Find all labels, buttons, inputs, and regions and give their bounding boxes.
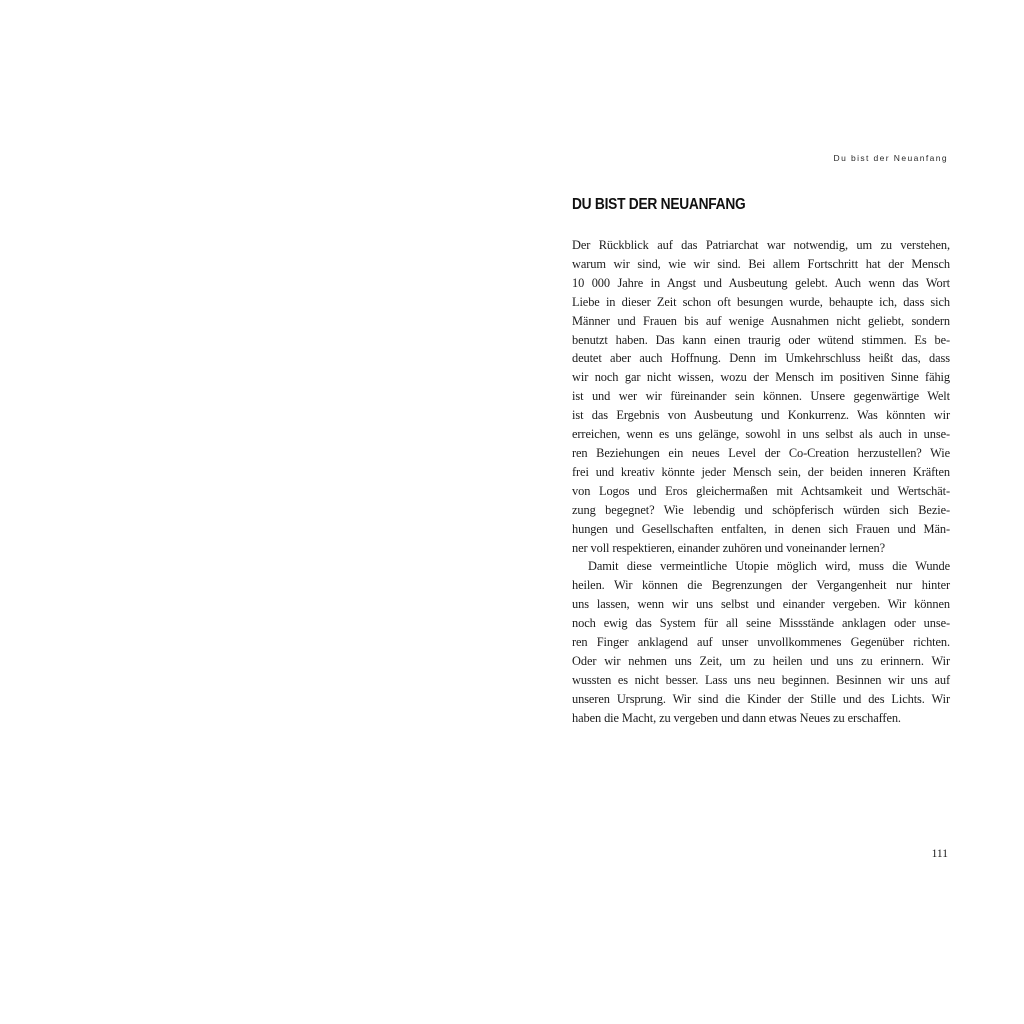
- body-text: [572, 236, 950, 728]
- text-line: Damit diese vermeintliche Utopie möglich wird, muss die Wunde: [588, 559, 950, 574]
- text-line: unseren Ursprung. Wir sind die Kinder der Stille und des Lichts. Wir: [572, 691, 950, 706]
- text-line: ist das Ergebnis von Ausbeutung und Konkurrenz. Was könnten wir: [572, 408, 950, 423]
- text-line: ner voll respektieren, einander zuhören und voneinander lernen?: [572, 540, 885, 555]
- text-line: Männer und Frauen bis auf wenige Ausnahmen nicht geliebt, sondern: [572, 313, 950, 328]
- text-line: frei und kreativ könnte jeder Mensch sein, der beiden inneren Kräften: [572, 464, 950, 479]
- text-line: ren Finger anklagend auf unser unvollkommenes Gegenüber richten.: [572, 635, 950, 650]
- text-line: 10 000 Jahre in Angst und Ausbeutung gelebt. Auch wenn das Wort: [572, 275, 950, 290]
- text-line: wir noch gar nicht wissen, wozu der Mensch im positiven Sinne fähig: [572, 370, 950, 385]
- text-line: haben die Macht, zu vergeben und dann etwas Neues zu erschaffen.: [572, 710, 901, 725]
- paragraph-1: [572, 236, 950, 557]
- text-line: wussten es nicht besser. Lass uns neu beginnen. Besinnen wir uns auf: [572, 672, 950, 687]
- text-line: heilen. Wir können die Begrenzungen der Vergangenheit nur hinter: [572, 578, 950, 593]
- text-line: ren Beziehungen ein neues Level der Co-Creation herzustellen? Wie: [572, 445, 950, 460]
- paragraph-2: [572, 557, 950, 727]
- text-line: ist und wer wir füreinander sein können. Unsere gegenwärtige Welt: [572, 389, 950, 404]
- text-line: deutet aber auch Hoffnung. Denn im Umkehrschluss heißt das, dass: [572, 351, 950, 366]
- text-line: zung begegnet? Wie lebendig und schöpferisch würden sich Bezie-: [572, 502, 950, 517]
- text-line: noch ewig das System für all seine Missstände anklagen oder unse-: [572, 616, 950, 631]
- text-line: Oder wir nehmen uns Zeit, um zu heilen und uns zu erinnern. Wir: [572, 653, 950, 668]
- text-line: warum wir sind, wie wir sind. Bei allem Fortschritt hat der Mensch: [572, 256, 950, 271]
- text-line: erreichen, wenn es uns gelänge, sowohl in uns selbst als auch in unse-: [572, 427, 950, 442]
- text-line: von Logos und Eros gleichermaßen mit Achtsamkeit und Wertschät-: [572, 483, 950, 498]
- text-line: benutzt haben. Das kann einen traurig oder wütend stimmen. Es be-: [572, 332, 950, 347]
- text-line: Liebe in dieser Zeit schon oft besungen wurde, behaupte ich, dass sich: [572, 294, 950, 309]
- page-number: 111: [931, 848, 948, 860]
- text-line: uns lassen, wenn wir uns selbst und einander vergeben. Wir können: [572, 597, 950, 612]
- chapter-title: DU BIST DER NEUANFANG: [572, 196, 746, 213]
- text-line: hungen und Gesellschaften entfalten, in denen sich Frauen und Män-: [572, 521, 950, 536]
- running-head: Du bist der Neuanfang: [833, 153, 948, 163]
- text-line: Der Rückblick auf das Patriarchat war notwendig, um zu verstehen,: [572, 238, 950, 252]
